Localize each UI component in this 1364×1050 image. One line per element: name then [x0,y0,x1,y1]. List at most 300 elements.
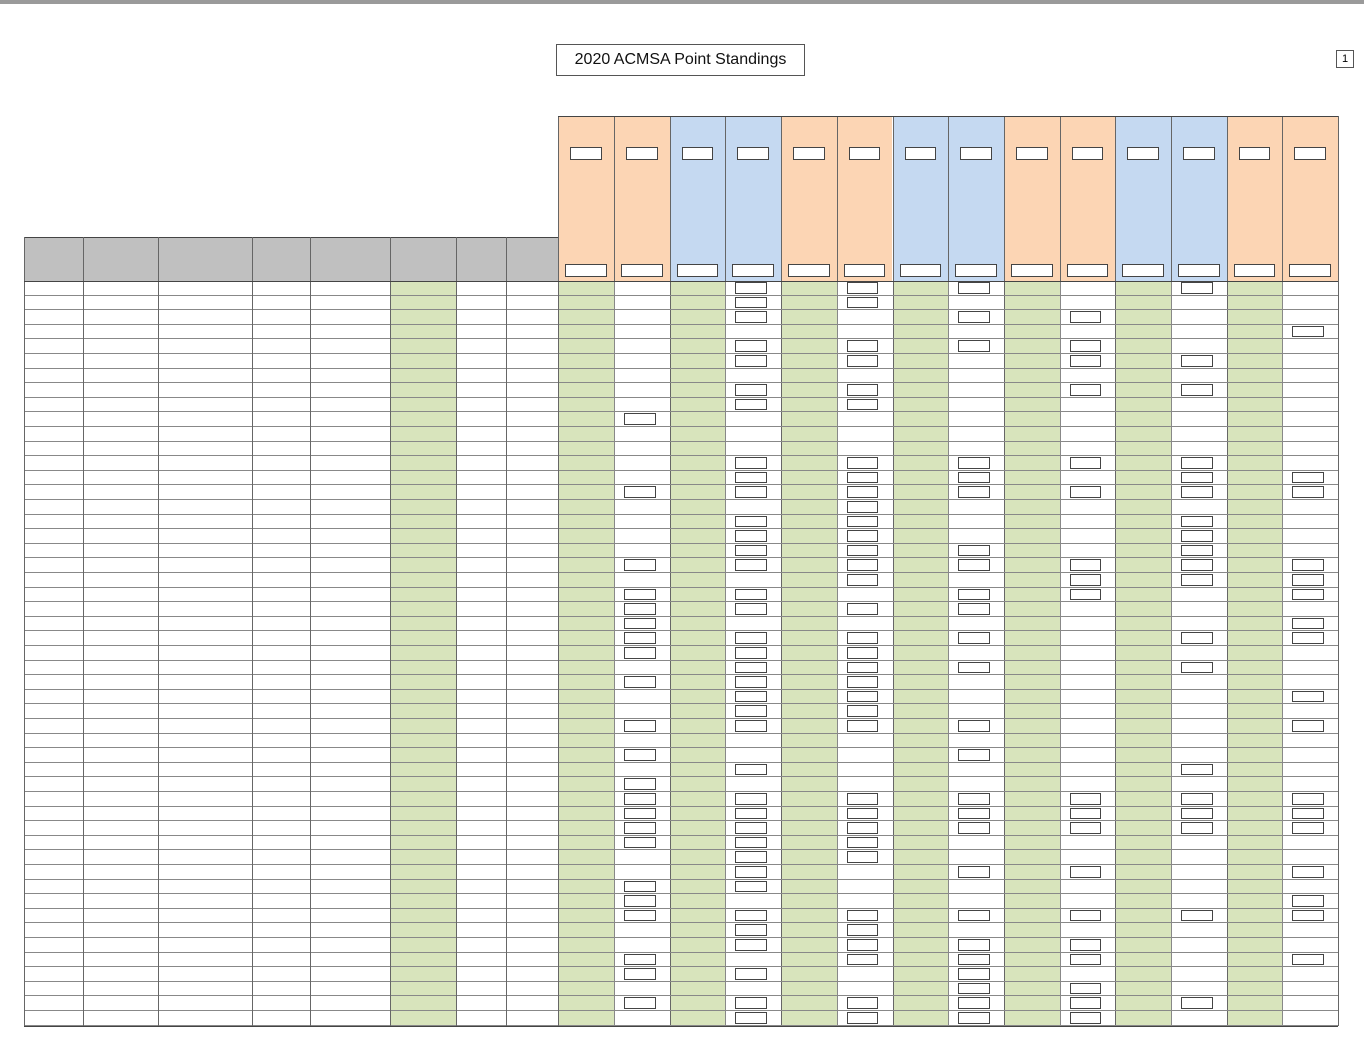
table-cell [160,968,250,981]
placed-value [558,881,611,894]
points-value [735,297,767,309]
table-cell [392,399,454,412]
table-cell [26,355,81,368]
grid-col-line [158,237,159,1026]
points-value [735,676,767,688]
event-subheader [788,264,830,277]
points-value [1181,793,1213,805]
table-cell [312,443,388,456]
table-row-line [24,630,1338,631]
placed-value [558,837,611,850]
points-value [624,647,656,659]
placed-value [670,297,723,310]
table-cell [85,676,156,689]
points-value [1070,793,1102,805]
placed-value [781,691,834,704]
table-row-line [24,981,1338,982]
table-cell [85,340,156,353]
table-cell [85,413,156,426]
table-row-line [24,791,1338,792]
table-cell [254,983,308,996]
table-cell [85,997,156,1010]
table-row-line [24,543,1338,544]
table-cell [26,866,81,879]
table-cell [85,603,156,616]
placed-value [893,632,946,645]
table-cell [160,676,250,689]
table-cell [508,472,556,485]
points-value [1181,764,1213,776]
table-row-line [24,908,1338,909]
table-row-line [24,368,1338,369]
table-row-line [24,922,1338,923]
table-cell [508,486,556,499]
points-value [847,705,879,717]
table-cell [508,676,556,689]
table-row-line [24,455,1338,456]
points-value [624,413,656,425]
event-subheader [677,264,719,277]
placed-value [670,516,723,529]
table-cell [254,355,308,368]
placed-value [893,939,946,952]
table-cell [26,413,81,426]
table-row-line [24,864,1338,865]
points-value [624,881,656,893]
table-cell [26,589,81,602]
table-cell [508,457,556,470]
placed-value [670,764,723,777]
table-cell [392,589,454,602]
placed-value [1115,545,1168,558]
placed-value [558,997,611,1010]
points-value [1181,516,1213,528]
placed-value [670,705,723,718]
table-cell [26,399,81,412]
table-cell [392,282,454,295]
table-cell [312,530,388,543]
placed-value [670,589,723,602]
placed-value [1227,808,1280,821]
points-value [735,516,767,528]
table-cell [26,443,81,456]
table-cell [254,968,308,981]
points-value [624,822,656,834]
table-cell [85,720,156,733]
event-header-cell [725,116,781,237]
points-value [735,355,767,367]
table-cell [160,983,250,996]
points-value [958,954,990,966]
event-count-box [1294,147,1326,160]
points-value [1070,589,1102,601]
table-cell [160,924,250,937]
points-value [1181,808,1213,820]
points-value [735,559,767,571]
placed-value [893,866,946,879]
table-cell [85,866,156,879]
table-cell [392,370,454,383]
table-cell [160,910,250,923]
points-value [1070,311,1102,323]
table-cell [85,1012,156,1025]
table-row-line [24,1010,1338,1011]
table-cell [160,954,250,967]
table-row-line [24,572,1338,573]
points-value [1070,983,1102,995]
points-value [1292,895,1324,907]
placed-value [558,676,611,689]
table-cell [312,778,388,791]
points-value [735,603,767,615]
placed-value [670,910,723,923]
table-cell [160,574,250,587]
table-cell [312,924,388,937]
placed-value [1004,866,1057,879]
points-value [735,924,767,936]
points-value [847,1012,879,1024]
points-value [1070,866,1102,878]
event-header-cell [670,116,726,237]
points-value [1181,282,1213,294]
table-cell [254,297,308,310]
table-cell [85,545,156,558]
placed-value [893,486,946,499]
event-subheader [1289,264,1331,277]
table-cell [392,326,454,339]
grid-event-top [558,116,1338,117]
table-cell [508,851,556,864]
table-cell [312,662,388,675]
placed-value [558,486,611,499]
placed-value [670,632,723,645]
table-cell [312,370,388,383]
table-cell [508,778,556,791]
table-cell [508,895,556,908]
event-subheader [1234,264,1276,277]
placed-value [1115,910,1168,923]
points-value [958,822,990,834]
table-cell [508,589,556,602]
table-cell [508,297,556,310]
points-value [958,939,990,951]
table-cell [26,647,81,660]
table-cell [312,589,388,602]
table-cell [26,939,81,952]
table-cell [508,311,556,324]
table-cell [26,326,81,339]
table-cell [160,662,250,675]
points-value [1292,559,1324,571]
table-cell [254,413,308,426]
table-cell [392,486,454,499]
table-cell [392,340,454,353]
placed-value [670,924,723,937]
table-cell [160,530,250,543]
points-value [958,968,990,980]
placed-value [1115,822,1168,835]
table-cell [26,632,81,645]
placed-value [670,662,723,675]
table-row-line [24,470,1338,471]
placed-value [893,822,946,835]
points-value [847,720,879,732]
table-cell [392,837,454,850]
table-row-line [24,995,1338,996]
placed-value [1227,691,1280,704]
table-cell [85,384,156,397]
placed-value [781,486,834,499]
points-value [958,457,990,469]
table-cell [312,910,388,923]
table-cell [312,559,388,572]
table-cell [160,691,250,704]
table-cell [312,399,388,412]
placed-value [670,793,723,806]
placed-value [781,1012,834,1025]
table-cell [508,326,556,339]
points-value [1070,355,1102,367]
table-cell [392,559,454,572]
points-value [847,837,879,849]
table-cell [392,983,454,996]
grid-col-line [390,237,391,1026]
table-cell [254,472,308,485]
table-row-line [24,411,1338,412]
placed-value [893,472,946,485]
table-row-line [24,762,1338,763]
placed-value [1227,574,1280,587]
points-value [958,559,990,571]
table-cell [26,618,81,631]
points-value [1292,793,1324,805]
placed-value [1115,559,1168,572]
placed-value [1004,355,1057,368]
table-cell [254,939,308,952]
table-cell [160,793,250,806]
placed-value [670,968,723,981]
table-cell [160,939,250,952]
table-cell [160,895,250,908]
points-value [958,720,990,732]
table-cell [160,282,250,295]
table-cell [26,778,81,791]
table-cell [312,282,388,295]
table-cell [254,384,308,397]
placed-value [781,808,834,821]
table-cell [254,603,308,616]
placed-value [670,866,723,879]
event-header-cell [558,116,614,237]
table-cell [160,486,250,499]
placed-value [1227,866,1280,879]
table-cell [85,516,156,529]
table-cell [312,968,388,981]
table-cell [254,851,308,864]
table-cell [254,924,308,937]
placed-value [893,1012,946,1025]
placed-value [670,837,723,850]
points-value [958,983,990,995]
placed-value [558,778,611,791]
table-cell [160,1012,250,1025]
table-cell [85,735,156,748]
table-cell [85,428,156,441]
table-cell [85,282,156,295]
event-count-box [1127,147,1159,160]
points-value [847,486,879,498]
points-value [847,822,879,834]
points-value [958,632,990,644]
table-cell [392,574,454,587]
table-cell [85,662,156,675]
grid-right-line [1338,116,1339,1026]
table-row-line [24,441,1338,442]
points-value [735,1012,767,1024]
points-value [735,866,767,878]
placed-value [1227,618,1280,631]
table-cell [312,691,388,704]
table-cell [392,793,454,806]
points-value [847,662,879,674]
table-cell [508,355,556,368]
placed-value [893,589,946,602]
table-cell [85,691,156,704]
table-cell [254,676,308,689]
placed-value [781,559,834,572]
table-cell [254,574,308,587]
table-cell [392,443,454,456]
table-cell [392,822,454,835]
table-row-line [24,893,1338,894]
points-value [847,399,879,411]
table-cell [392,851,454,864]
table-cell [392,910,454,923]
table-cell [254,428,308,441]
placed-value [670,545,723,558]
points-value [624,808,656,820]
placed-value [1115,764,1168,777]
table-cell [26,676,81,689]
table-cell [160,632,250,645]
placed-value [558,618,611,631]
placed-value [670,1012,723,1025]
placed-value [1115,355,1168,368]
table-cell [26,720,81,733]
points-value [958,589,990,601]
points-value [958,340,990,352]
placed-value [1004,822,1057,835]
table-cell [160,311,250,324]
points-value [1181,662,1213,674]
points-value [1070,910,1102,922]
table-cell [254,486,308,499]
points-value [1181,530,1213,542]
points-value [1070,574,1102,586]
table-cell [85,968,156,981]
placed-value [670,691,723,704]
points-value [847,530,879,542]
placed-value [558,603,611,616]
event-header-cell [948,116,1004,237]
points-value [847,559,879,571]
placed-value [1227,486,1280,499]
table-cell [312,355,388,368]
table-cell [508,924,556,937]
table-cell [26,559,81,572]
placed-value [670,559,723,572]
points-value [1292,720,1324,732]
points-value [847,851,879,863]
placed-value [670,851,723,864]
table-cell [392,954,454,967]
placed-value [781,662,834,675]
table-cell [508,735,556,748]
grid-col-line [456,237,457,1026]
table-cell [312,793,388,806]
points-value [847,282,879,294]
table-cell [312,472,388,485]
table-cell [392,735,454,748]
placed-value [1004,939,1057,952]
table-cell [160,822,250,835]
table-cell [254,311,308,324]
placed-value [1115,457,1168,470]
placed-value [1004,340,1057,353]
table-cell [26,1012,81,1025]
placed-value [670,282,723,295]
table-cell [85,326,156,339]
points-value [735,691,767,703]
table-cell [26,530,81,543]
table-cell [160,720,250,733]
points-value [735,632,767,644]
table-cell [392,924,454,937]
points-value [1070,340,1102,352]
table-cell [85,851,156,864]
placed-value [670,647,723,660]
table-cell [160,603,250,616]
table-cell [508,399,556,412]
points-value [624,968,656,980]
table-cell [26,997,81,1010]
table-cell [26,486,81,499]
table-cell [508,866,556,879]
table-cell [312,428,388,441]
placed-value [1004,457,1057,470]
table-cell [392,778,454,791]
points-value [847,501,879,513]
placed-value [1227,472,1280,485]
points-value [735,472,767,484]
table-cell [26,384,81,397]
placed-value [781,705,834,718]
placed-value [1227,632,1280,645]
standings-table [0,4,1364,1050]
points-value [847,516,879,528]
event-header-cell [781,116,837,237]
points-value [847,939,879,951]
points-value [735,793,767,805]
table-cell [85,764,156,777]
placed-value [893,720,946,733]
placed-value [781,501,834,514]
table-cell [508,983,556,996]
points-value [958,472,990,484]
points-value [1070,486,1102,498]
placed-value [893,954,946,967]
placed-value [781,851,834,864]
